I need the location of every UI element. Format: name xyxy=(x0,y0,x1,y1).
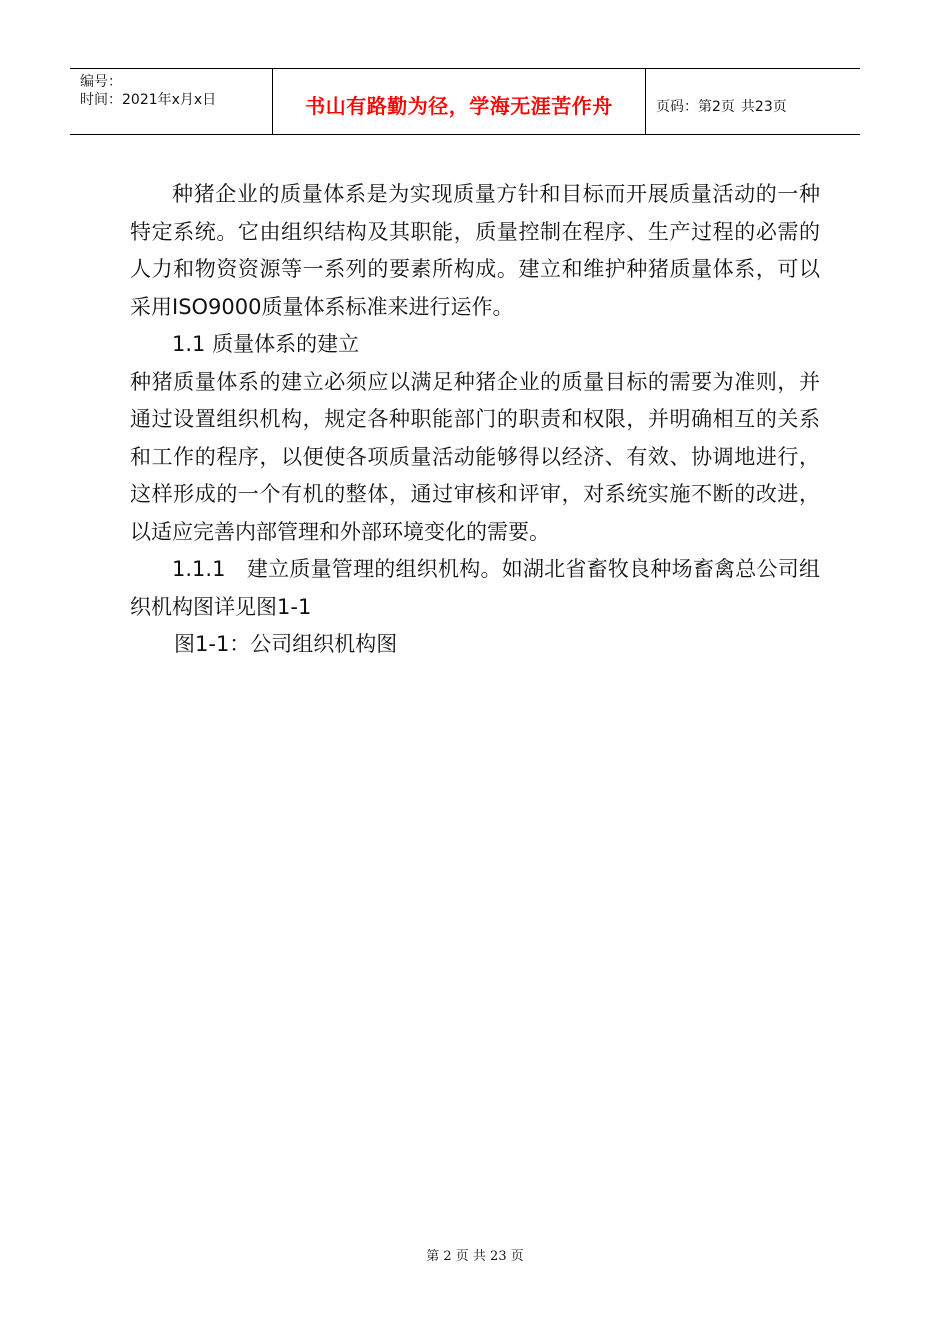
document-body xyxy=(130,176,820,664)
paragraph-quality-system: 种猪质量体系的建立必须应以满足种猪企业的质量目标的需要为准则，并通过设置组织机构，规定各种职能部门的职责和权限，并明确相互的关系和工作的程序，以便使各项质量活动能够得以经济、有效、协调地进行，这样形成的一个有机的整体，通过审核和评审，对系统实施不断的改进，以适应完善内部管理和外部环境变化的需要。 xyxy=(130,369,820,544)
paragraph-intro: 种猪企业的质量体系是为实现质量方针和目标而开展质量活动的一种特定系统。它由组织结构及其职能，质量控制在程序、生产过程的必需的人力和物资资源等一系列的要素所构成。建立和维护种猪质量体系，可以采用ISO9000质量体系标准来进行运作。 xyxy=(130,182,820,319)
document-header xyxy=(70,68,860,135)
header-total-pages: 共23页 xyxy=(740,98,787,115)
header-page-number: 页码：第2页 xyxy=(656,98,735,115)
page-footer: 第 2 页 共 23 页 xyxy=(426,1249,524,1264)
figure-caption: 图1-1：公司组织机构图 xyxy=(174,632,398,656)
header-page-info xyxy=(646,69,860,134)
paragraph-org-structure: 1.1.1 建立质量管理的组织机构。如湖北省畜牧良种场畜禽总公司组织机构图详见图1-1 xyxy=(130,557,820,619)
header-slogan: 书山有路勤为径，学海无涯苦作舟 xyxy=(305,94,613,118)
document-number-label: 编号： xyxy=(80,74,122,90)
document-time-label: 时间：2021年x月x日 xyxy=(80,92,217,108)
section-heading: 1.1 质量体系的建立 xyxy=(172,332,360,356)
header-slogan-cell xyxy=(272,69,646,134)
header-meta xyxy=(70,69,272,134)
